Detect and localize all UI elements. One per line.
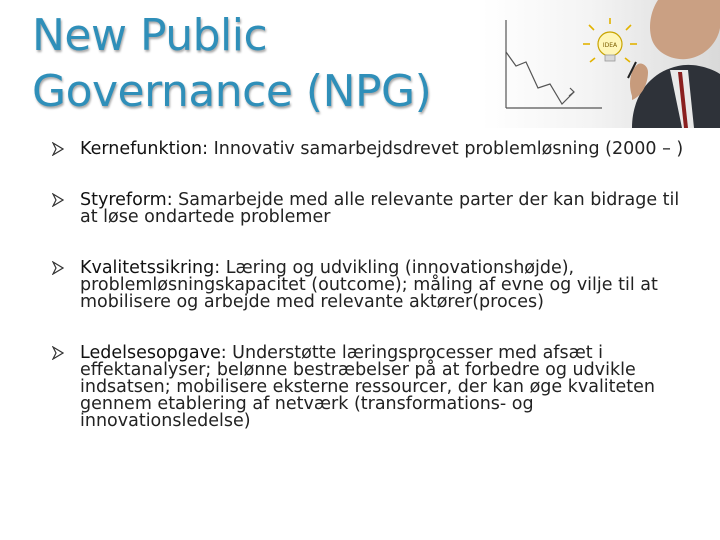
bullet-item-styreform <box>52 192 702 226</box>
arrow-bullet-icon <box>52 346 64 360</box>
bullet-item-kvalitetssikring <box>52 260 702 311</box>
bullet-text: Samarbejde med alle relevante parter der kan bidrage til at løse ondartede problemer <box>80 190 680 227</box>
slide-title <box>32 8 431 120</box>
slide-title-line-1: New Public <box>32 10 268 61</box>
businessman-figure <box>628 0 720 128</box>
arrow-bullet-icon <box>52 193 64 207</box>
bullet-text: Innovativ samarbejdsdrevet problemløsning (2000 – ) <box>208 139 684 159</box>
bullet-text: : Læring og udvikling (innovationshøjde), problemløsningskapacitet (outcome); måling af evne og vilje til at mobilisere og arbejde med relevante aktører(proces) <box>80 258 658 312</box>
businessman-lightbulb-photo <box>482 0 720 128</box>
bullet-term: Ledelsesopgave <box>80 343 221 363</box>
slide-title-line-2: Governance (NPG) <box>32 66 432 117</box>
bullet-item-kernefunktion <box>52 141 702 158</box>
arrow-bullet-icon <box>52 142 64 156</box>
bullet-term: Styreform: <box>80 190 173 210</box>
bullet-text: : Understøtte læringsprocesser med afsæt i effektanalyser; belønne bestræbelser på at forbedre og udvikle indsatsen; mobilisere eksterne ressourcer, der kan øge kvaliteten gennem etablering af netværk (transformations- og innovationsledelse) <box>80 343 656 431</box>
svg-text:IDEA: IDEA <box>602 42 618 49</box>
bullet-term: Kvalitetssikring <box>80 258 215 278</box>
bullet-term: Kernefunktion: <box>80 139 209 159</box>
lightbulb-icon <box>583 18 637 62</box>
arrow-bullet-icon <box>52 261 64 275</box>
bullet-item-ledelsesopgave <box>52 345 702 430</box>
bullet-list <box>52 141 702 464</box>
